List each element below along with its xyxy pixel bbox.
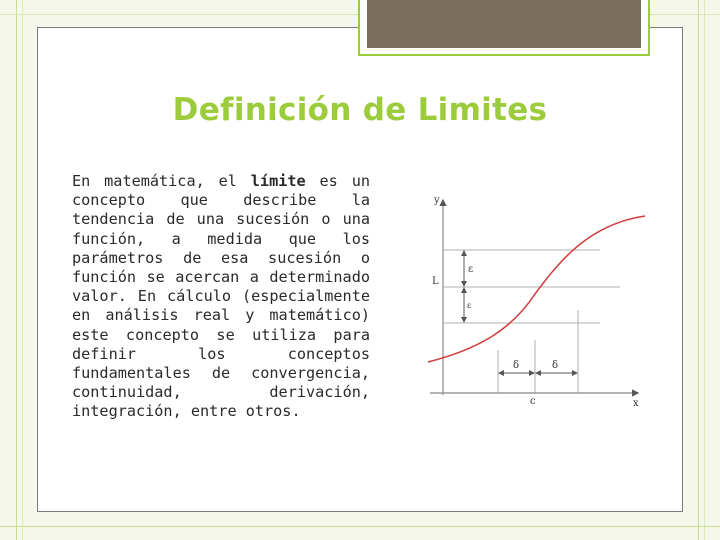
delta-left-arrowhead-right	[529, 370, 535, 376]
delta-right-arrowhead-left	[535, 370, 541, 376]
delta-left-label: δ	[513, 360, 520, 371]
epsilon-upper-arrowhead-bottom	[461, 281, 467, 287]
limit-label: L	[432, 276, 439, 287]
decor-line	[698, 0, 699, 540]
epsilon-upper-label: ε	[468, 264, 474, 275]
paragraph-intro: En matemática, el	[72, 172, 251, 190]
paragraph-rest: es un concepto que describe la tendencia de una sucesión o una función, a medida que los parámetros de esa sucesión o función se acercan a determinado valor. En cálculo (especialmente en análisis real y matemático) este concepto se utiliza para definir los conceptos fundamentales de convergencia, continuidad, derivación, integración, entre otros.	[72, 172, 370, 421]
decor-line	[704, 0, 705, 540]
epsilon-lower-arrowhead-bottom	[461, 317, 467, 323]
point-c-label: c	[530, 396, 536, 407]
decor-line	[22, 0, 23, 540]
delta-left-arrowhead-left	[498, 370, 504, 376]
decor-line	[16, 0, 17, 540]
body-paragraph	[72, 172, 370, 422]
paragraph-bold-term: límite	[250, 172, 306, 190]
x-axis-label: x	[633, 398, 639, 409]
epsilon-lower-arrowhead-top	[461, 287, 467, 293]
title-decoration-block	[367, 0, 641, 48]
delta-right-arrowhead-right	[572, 370, 578, 376]
limit-diagram	[420, 190, 650, 410]
epsilon-upper-arrowhead-top	[461, 250, 467, 256]
epsilon-lower-label: ε	[467, 301, 472, 310]
slide-title: Definición de Limites	[172, 92, 548, 128]
decor-line	[0, 526, 720, 527]
delta-right-label: δ	[552, 360, 559, 371]
y-axis-label: y	[434, 195, 440, 206]
function-curve	[428, 216, 645, 362]
